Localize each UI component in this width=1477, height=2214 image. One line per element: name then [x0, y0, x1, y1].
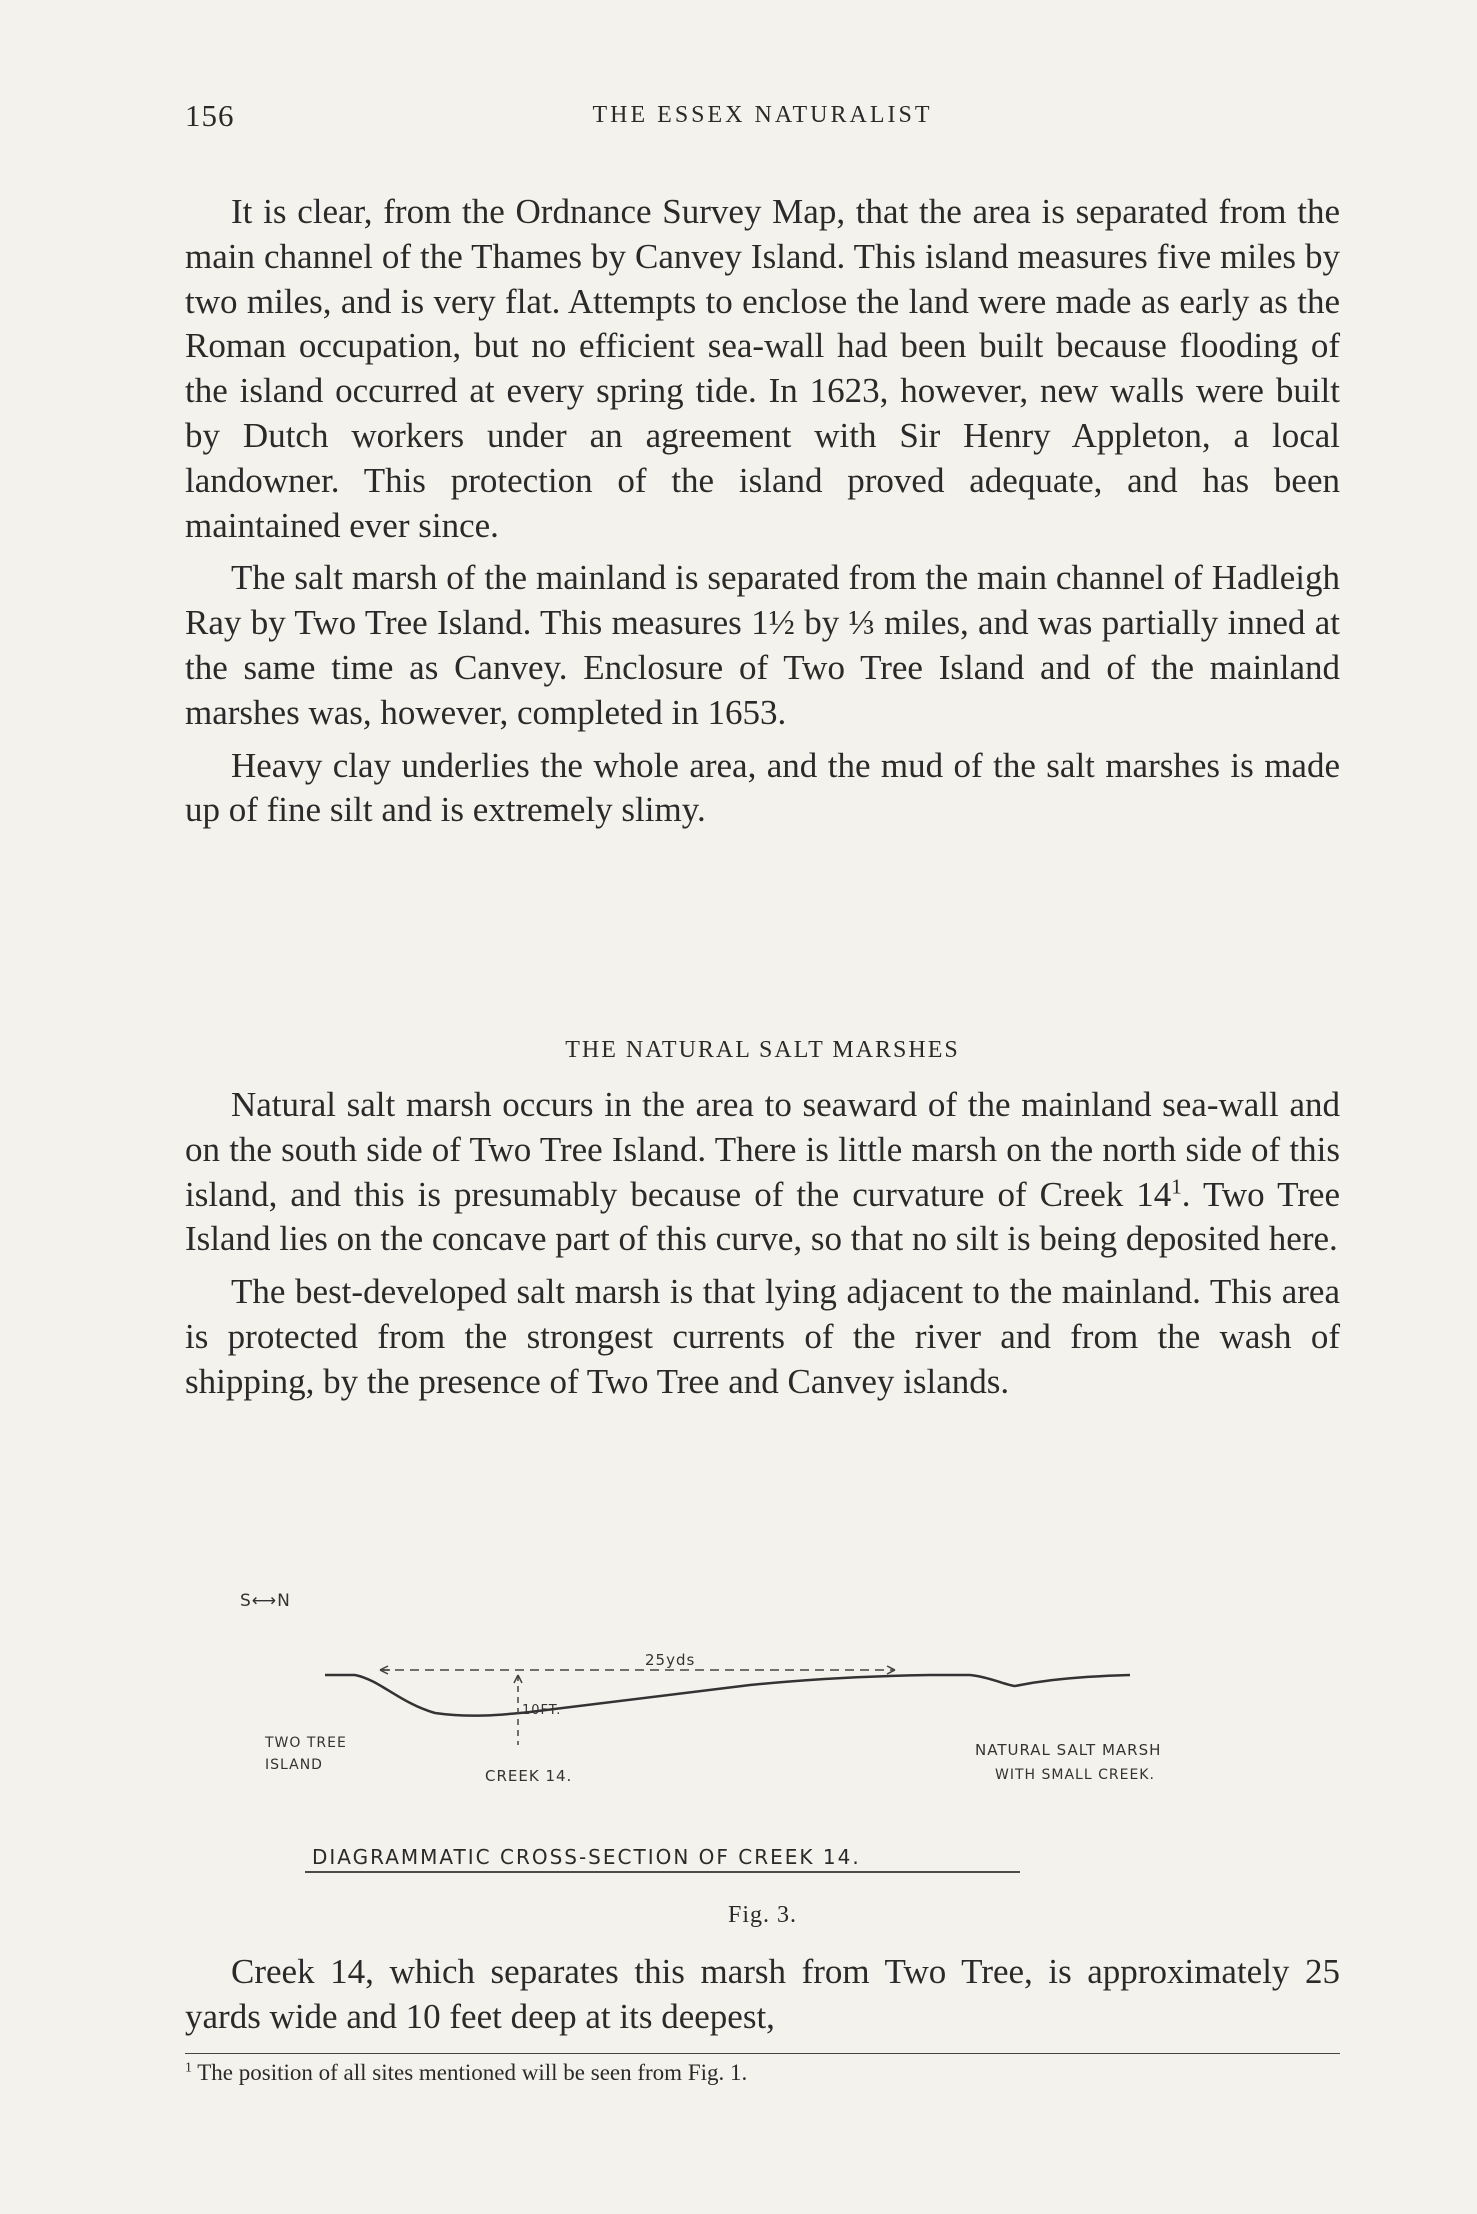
- cross-section-drawing: [230, 1585, 1290, 1885]
- body-text-tail: [185, 1950, 1340, 2040]
- width-arrow-left: [380, 1666, 390, 1674]
- orientation-label: S⟷N: [240, 1591, 291, 1611]
- journal-title: THE ESSEX NATURALIST: [592, 102, 933, 128]
- figure-title: DIAGRAMMATIC CROSS-SECTION OF CREEK 14.: [312, 1845, 861, 1869]
- paragraph-two-tree: The salt marsh of the mainland is separated from the main channel of Hadleigh Ray by Two Tree Island. This measures 1½ by ⅓ miles, and was partially inned at the same time as Canvey. Enclosure of Two Tree Island and of the mainland marshes was, however, completed in 1653.: [185, 558, 1340, 732]
- paragraph-canvey: It is clear, from the Ordnance Survey Map, that the area is separated from the main channel of the Thames by Canvey Island. This island measures five miles by two miles, and is very flat. Attempts to enclose the land were made as early as the Roman occupation, but no efficient sea-wall had been built because flooding of the island occurred at every spring tide. In 1623, however, new walls were built by Dutch workers under an agreement with Sir Henry Appleton, a local landowner. This protection of the island proved adequate, and has been maintained ever since.: [185, 192, 1340, 545]
- footnote-rule: [185, 2053, 1340, 2054]
- paragraph-natural-marsh: [185, 1083, 1340, 1262]
- footnote-ref: 1: [1171, 1173, 1182, 1198]
- creek-profile-line: [325, 1675, 1130, 1716]
- section-heading: THE NATURAL SALT MARSHES: [565, 1037, 960, 1063]
- depth-label: 10FT.: [522, 1703, 562, 1718]
- running-head: [185, 98, 1340, 148]
- paragraph-clay: Heavy clay underlies the whole area, and the mud of the salt marshes is made up of fine silt and is extremely slimy.: [185, 745, 1340, 830]
- paragraph-natural-marsh-main: Natural salt marsh occurs in the area to seaward of the mainland sea-wall and on the south side of Two Tree Island. There is little marsh on the north side of this island, and this is presumably because of the curvature of Creek 14: [185, 1085, 1340, 1214]
- body-text-section: [185, 1083, 1340, 1413]
- left-label-line2: ISLAND: [265, 1757, 323, 1773]
- right-label-line2: WITH SMALL CREEK.: [995, 1767, 1155, 1783]
- paragraph-best-marsh: The best-developed salt marsh is that lying adjacent to the mainland. This area is protected from the strongest currents of the river and from the wash of shipping, by the presence of Two Tree and Canvey islands.: [185, 1272, 1340, 1401]
- body-text-top: [185, 190, 1340, 841]
- footnote: [185, 2060, 1340, 2086]
- paragraph-natural-marsh-end: . Two Tree Island lies on the concave part of this curve, so that no silt is being deposited here.: [185, 1174, 1340, 1259]
- width-label: 25yds: [645, 1651, 696, 1669]
- page-number: 156: [185, 98, 235, 133]
- footnote-marker: 1: [185, 2059, 192, 2075]
- figure-cross-section: [230, 1585, 1290, 1885]
- creek-label: CREEK 14.: [485, 1767, 573, 1785]
- footnote-text: The position of all sites mentioned will be seen from Fig. 1.: [197, 2060, 748, 2085]
- left-label-line1: TWO TREE: [265, 1735, 347, 1751]
- figure-label: Fig. 3.: [727, 1902, 797, 1928]
- right-label-line1: NATURAL SALT MARSH: [975, 1741, 1162, 1759]
- paragraph-creek-14: Creek 14, which separates this marsh from Two Tree, is approximately 25 yards wide and 10 feet deep at its deepest,: [185, 1952, 1340, 2036]
